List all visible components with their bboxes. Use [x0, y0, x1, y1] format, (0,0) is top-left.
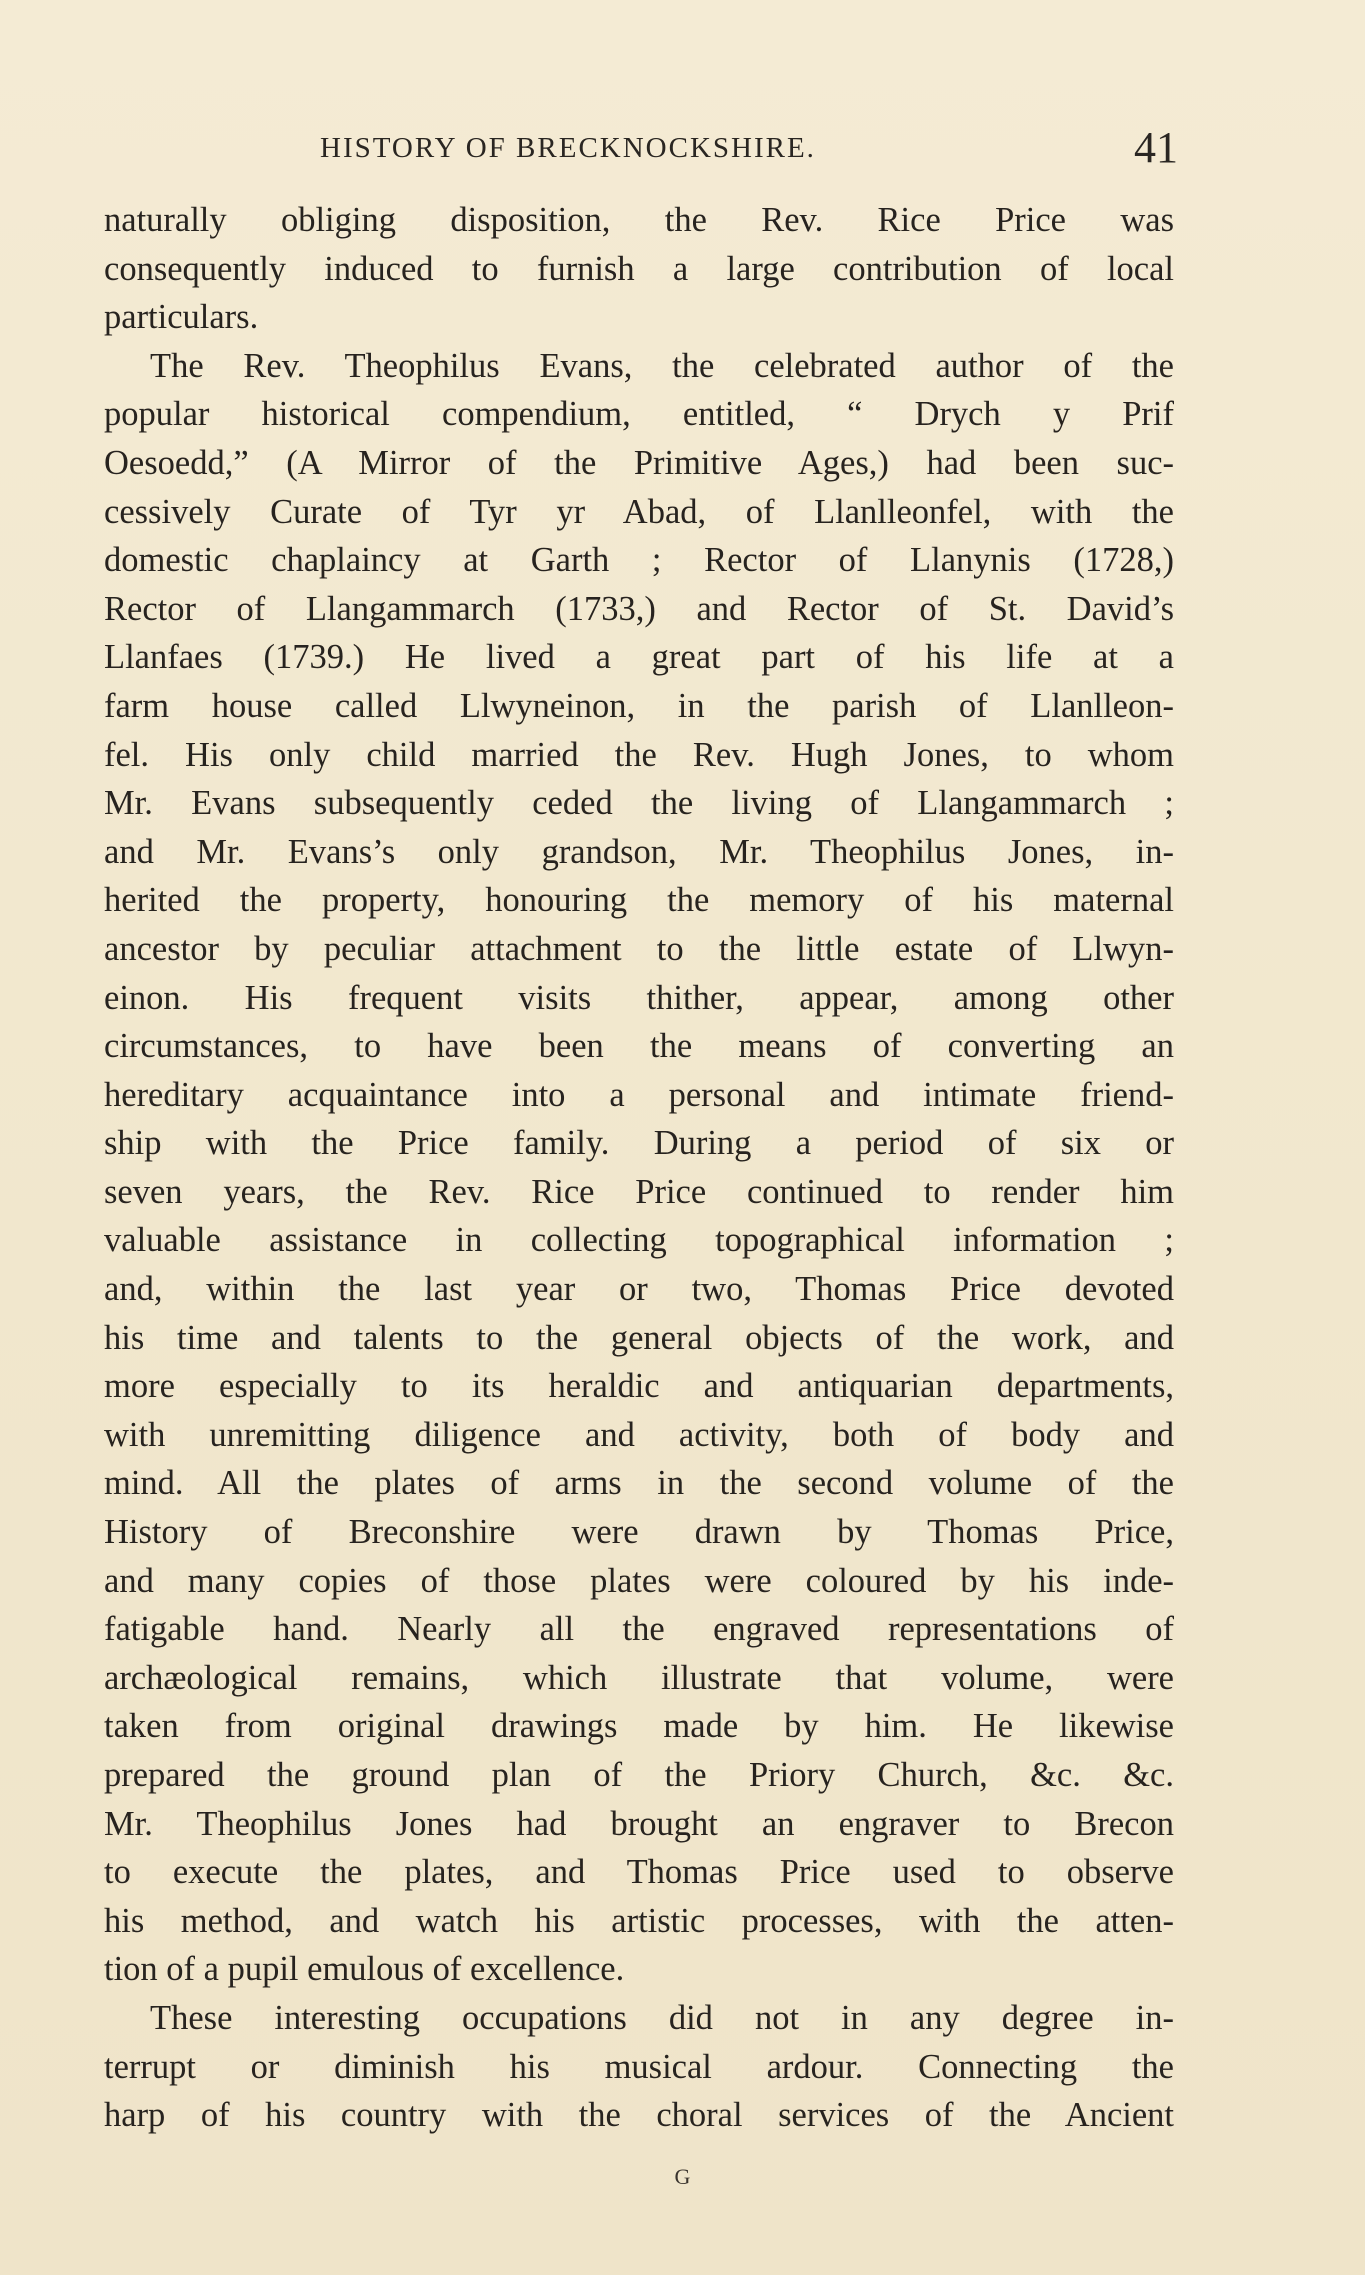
text-line: hereditary acquaintance into a personal and intimate friend- — [104, 1075, 1174, 1114]
text-line: with unremitting diligence and activity, both of body and — [104, 1415, 1174, 1454]
text-line: his method, and watch his artistic processes, with the atten- — [104, 1901, 1174, 1940]
text-line: History of Breconshire were drawn by Thomas Price, — [104, 1513, 1174, 1552]
page-header — [0, 122, 1365, 182]
text-line: particulars. — [104, 298, 259, 337]
page-number: 41 — [1134, 123, 1178, 172]
text-line: ancestor by peculiar attachment to the little estate of Llwyn- — [104, 929, 1174, 968]
text-line: naturally obliging disposition, the Rev. Rice Price was — [104, 201, 1174, 239]
text-line: Mr. Theophilus Jones had brought an engraver to Brecon — [104, 1804, 1174, 1843]
text-line: valuable assistance in collecting topographical information ; — [104, 1221, 1174, 1260]
text-line: farm house called Llwyneinon, in the parish of Llanlleon- — [104, 686, 1174, 725]
text-line: The Rev. Theophilus Evans, the celebrated author of the — [150, 346, 1174, 385]
text-line: tion of a pupil emulous of excellence. — [104, 1950, 625, 1989]
text-line: Oesoedd,” (A Mirror of the Primitive Ages,) had been suc- — [104, 443, 1174, 482]
text-line: fel. His only child married the Rev. Hugh Jones, to whom — [104, 735, 1174, 774]
text-line: herited the property, honouring the memory of his maternal — [104, 881, 1174, 920]
text-line: more especially to its heraldic and antiquarian departments, — [104, 1367, 1174, 1406]
text-line: taken from original drawings made by him. He likewise — [104, 1707, 1174, 1746]
text-line: and Mr. Evans’s only grandson, Mr. Theophilus Jones, in- — [104, 832, 1174, 871]
text-line: einon. His frequent visits thither, appear, among other — [104, 978, 1174, 1017]
text-line: terrupt or diminish his musical ardour. Connecting the — [104, 2047, 1174, 2086]
text-line: archæological remains, which illustrate that volume, were — [104, 1658, 1174, 1697]
text-line: These interesting occupations did not in any degree in- — [150, 1998, 1174, 2037]
text-line: his time and talents to the general objects of the work, and — [104, 1318, 1174, 1357]
text-line: prepared the ground plan of the Priory Church, &c. &c. — [104, 1756, 1174, 1794]
running-head: HISTORY OF BRECKNOCKSHIRE. — [320, 132, 816, 164]
text-line: Llanfaes (1739.) He lived a great part of his life at a — [104, 638, 1174, 677]
text-line: harp of his country with the choral services of the Ancient — [104, 2096, 1174, 2135]
text-line: cessively Curate of Tyr yr Abad, of Llanlleonfel, with the — [104, 492, 1174, 531]
text-line: popular historical compendium, entitled, “ Drych y Prif — [104, 395, 1174, 434]
text-line: and many copies of those plates were coloured by his inde- — [104, 1561, 1174, 1600]
text-line: consequently induced to furnish a large contribution of local — [104, 249, 1174, 288]
text-line: mind. All the plates of arms in the second volume of the — [104, 1464, 1174, 1503]
text-line: seven years, the Rev. Rice Price continued to render him — [104, 1172, 1174, 1211]
text-line: domestic chaplaincy at Garth ; Rector of Llanynis (1728,) — [104, 541, 1174, 580]
signature-mark: G — [674, 2164, 691, 2189]
text-line: to execute the plates, and Thomas Price used to observe — [104, 1853, 1174, 1892]
text-line: circumstances, to have been the means of converting an — [104, 1027, 1174, 1066]
text-line: ship with the Price family. During a period of six or — [104, 1124, 1174, 1163]
text-line: Mr. Evans subsequently ceded the living of Llangammarch ; — [104, 784, 1174, 823]
text-line: Rector of Llangammarch (1733,) and Rector of St. David’s — [104, 589, 1174, 628]
text-line: and, within the last year or two, Thomas Price devoted — [104, 1270, 1174, 1309]
text-line: fatigable hand. Nearly all the engraved representations of — [104, 1610, 1174, 1649]
body-text — [104, 196, 1174, 2140]
